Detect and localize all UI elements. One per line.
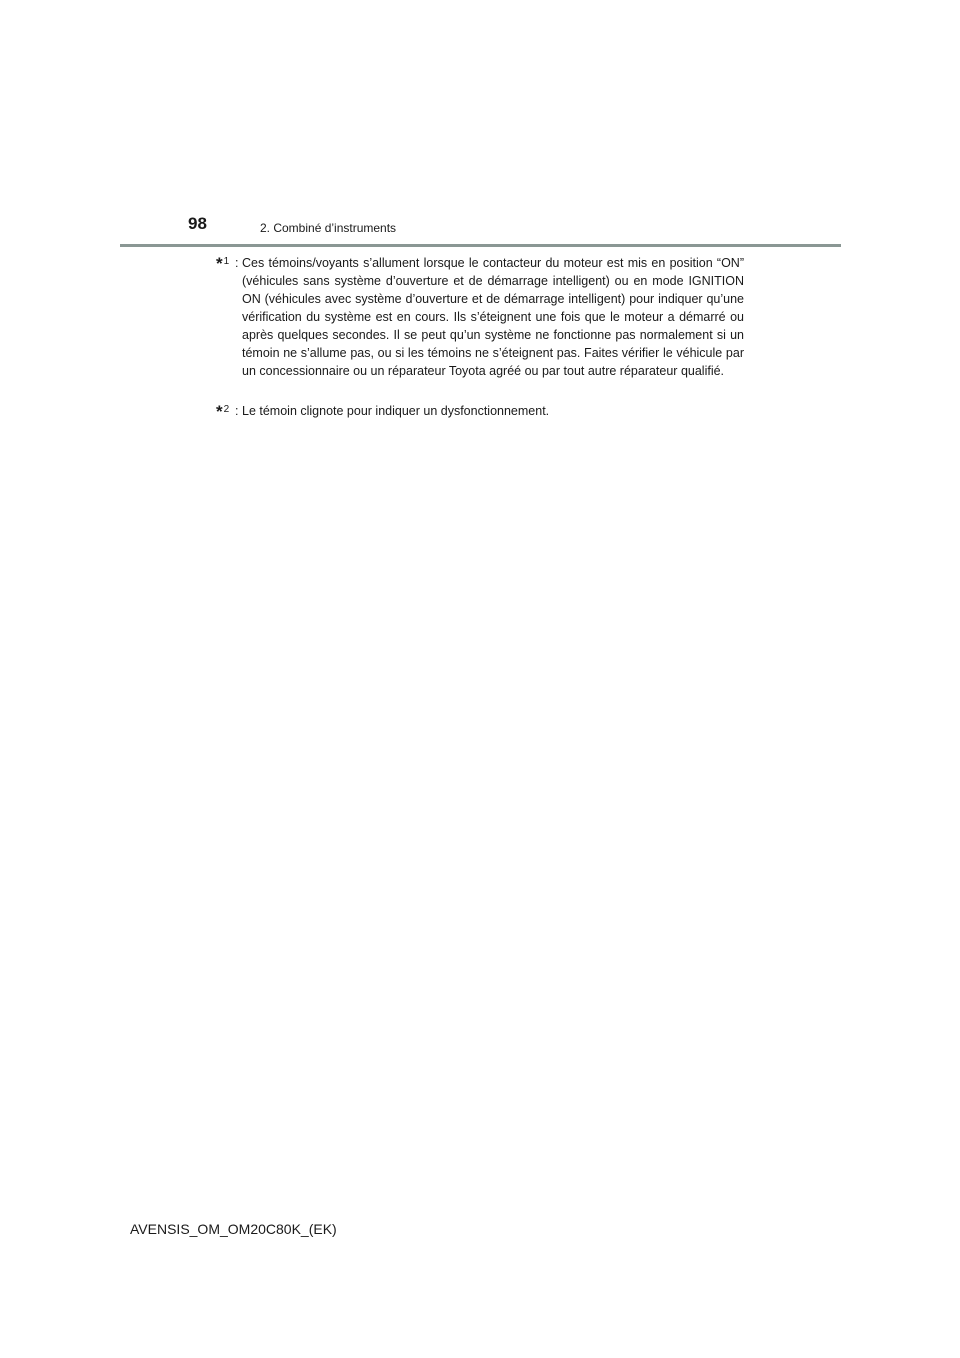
footnote-text: Le témoin clignote pour indiquer un dysfonctionnement. bbox=[242, 404, 550, 418]
footnote-2 bbox=[216, 402, 744, 420]
footnote-number: 2 bbox=[223, 404, 230, 415]
footnote-text: Ces témoins/voyants s’allument lorsque le contacteur du moteur est mis en position “ON” (véhicules sans système d’ouverture et de démarrage intelligent) ou en mode IGNITION ON (véhicules avec système d’ouverture et de démarrage intelligent) pour indiquer qu’une vérification du système est en cours. Ils s’éteignent une fois que le moteur a démarré ou après quelques secondes. Il se peut qu’un système ne fonctionne pas normalement si un témoin ne s’allume pas, ou si les témoins ne s’éteignent pas. Faites vérifier le véhicule par un concessionnaire ou un réparateur Toyota agréé ou par tout autre réparateur qualifié. bbox=[242, 256, 744, 378]
footnote-colon: : bbox=[235, 256, 239, 270]
footnote-number: 1 bbox=[223, 256, 230, 267]
footnote-star: * bbox=[216, 254, 223, 273]
header-divider bbox=[120, 244, 841, 247]
document-code: AVENSIS_OM_OM20C80K_(EK) bbox=[130, 1221, 337, 1237]
section-title: 2. Combiné d’instruments bbox=[260, 221, 397, 235]
footnote-marker bbox=[216, 402, 229, 423]
page-number: 98 bbox=[188, 214, 207, 233]
footnote-marker bbox=[216, 254, 229, 275]
footnote-colon: : bbox=[235, 404, 239, 418]
footnote-star: * bbox=[216, 402, 223, 421]
footnote-1 bbox=[216, 254, 744, 380]
